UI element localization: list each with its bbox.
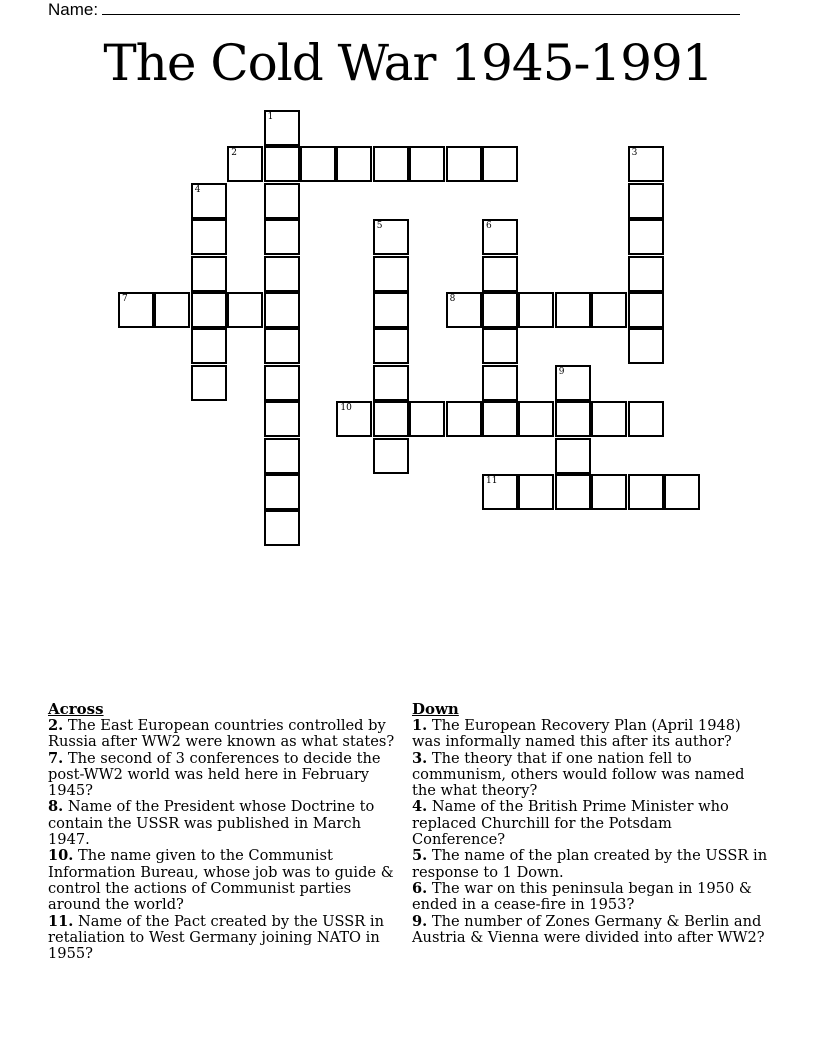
grid-cell[interactable] [264, 183, 300, 219]
grid-cell[interactable] [482, 256, 518, 292]
grid-cell[interactable] [555, 438, 591, 474]
grid-cell[interactable] [482, 219, 518, 255]
clue-across-7 [48, 751, 400, 800]
grid-cell[interactable] [628, 219, 664, 255]
grid-cell[interactable] [628, 328, 664, 364]
grid-cell[interactable] [482, 146, 518, 182]
across-clues [48, 700, 400, 962]
clue-number: 9. [412, 912, 428, 930]
down-clues [412, 700, 768, 946]
grid-cell[interactable] [518, 401, 554, 437]
clue-number: 6. [412, 879, 428, 897]
grid-cell[interactable] [482, 292, 518, 328]
grid-cell[interactable] [591, 292, 627, 328]
grid-cell[interactable] [264, 365, 300, 401]
cell-number: 1 [267, 112, 274, 122]
grid-cell[interactable] [336, 146, 372, 182]
cell-number: 6 [486, 221, 492, 232]
clue-down-1 [412, 718, 768, 751]
grid-cell[interactable] [264, 256, 300, 292]
grid-cell[interactable] [591, 401, 627, 437]
grid-cell[interactable] [264, 510, 300, 546]
clue-text: Name of the President whose Doctrine to contain the USSR was published in March 1947. [48, 798, 375, 849]
grid-cell[interactable] [264, 474, 300, 510]
clue-down-6 [412, 881, 768, 914]
grid-cell[interactable] [227, 146, 263, 182]
grid-cell[interactable] [446, 292, 482, 328]
grid-cell[interactable] [664, 474, 700, 510]
cell-number: 4 [194, 184, 201, 195]
grid-cell[interactable] [628, 474, 664, 510]
grid-cell[interactable] [373, 146, 409, 182]
clue-number: 11. [48, 912, 74, 930]
grid-cell[interactable] [191, 292, 227, 328]
cell-number: 5 [376, 221, 383, 232]
grid-cell[interactable] [264, 110, 300, 146]
clue-text: The East European countries controlled by Russia after WW2 were known as what states? [48, 717, 395, 751]
grid-cell[interactable] [628, 292, 664, 328]
grid-cell[interactable] [482, 401, 518, 437]
clue-text: The number of Zones Germany & Berlin and Austria & Vienna were divided into after WW2? [412, 912, 765, 946]
across-heading: Across [48, 700, 104, 718]
grid-cell[interactable] [446, 401, 482, 437]
grid-cell[interactable] [191, 256, 227, 292]
grid-cell[interactable] [628, 256, 664, 292]
grid-cell[interactable] [227, 292, 263, 328]
grid-cell[interactable] [191, 219, 227, 255]
grid-cell[interactable] [482, 474, 518, 510]
grid-cell[interactable] [373, 401, 409, 437]
grid-cell[interactable] [409, 401, 445, 437]
grid-cell[interactable] [264, 292, 300, 328]
clue-number: 3. [412, 749, 428, 767]
clue-text: The name given to the Communist Information Bureau, whose job was to guide & control the actions of Communist parties around the world? [48, 847, 394, 914]
grid-cell[interactable] [264, 328, 300, 364]
cell-number: 2 [231, 148, 237, 159]
name-label: Name: [48, 0, 99, 19]
grid-cell[interactable] [264, 219, 300, 255]
clue-across-10 [48, 848, 400, 913]
clue-number: 7. [48, 749, 64, 767]
grid-cell[interactable] [300, 146, 336, 182]
clue-down-9 [412, 914, 768, 947]
clue-text: The theory that if one nation fell to communism, others would follow was named the what theory? [412, 749, 745, 800]
grid-cell[interactable] [373, 365, 409, 401]
grid-cell[interactable] [264, 438, 300, 474]
clue-down-4 [412, 799, 768, 848]
grid-cell[interactable] [191, 328, 227, 364]
clue-number: 10. [48, 847, 74, 865]
clue-text: The name of the plan created by the USSR in response to 1 Down. [412, 847, 768, 881]
grid-cell[interactable] [191, 183, 227, 219]
cell-number: 11 [486, 476, 498, 486]
clue-down-3 [412, 751, 768, 800]
clue-across-2 [48, 718, 400, 751]
grid-cell[interactable] [555, 365, 591, 401]
grid-cell[interactable] [154, 292, 190, 328]
down-heading: Down [412, 700, 459, 718]
grid-cell[interactable] [373, 219, 409, 255]
grid-cell[interactable] [409, 146, 445, 182]
grid-cell[interactable] [555, 401, 591, 437]
cell-number: 3 [631, 148, 638, 159]
grid-cell[interactable] [373, 328, 409, 364]
grid-cell[interactable] [628, 401, 664, 437]
grid-cell[interactable] [373, 438, 409, 474]
grid-cell[interactable] [373, 292, 409, 328]
clue-number: 8. [48, 798, 64, 816]
clue-number: 4. [412, 798, 428, 816]
clue-across-8 [48, 799, 400, 848]
clue-number: 2. [48, 717, 64, 734]
clue-number: 1. [412, 717, 428, 734]
page-title: The Cold War 1945-1991 [103, 34, 713, 92]
grid-cell[interactable] [555, 292, 591, 328]
clue-text: Name of the British Prime Minister who replaced Churchill for the Potsdam Conference? [412, 798, 729, 849]
clue-down-5 [412, 848, 768, 881]
clue-across-11 [48, 914, 400, 963]
grid-cell[interactable] [482, 365, 518, 401]
grid-cell[interactable] [628, 183, 664, 219]
grid-cell[interactable] [446, 146, 482, 182]
clue-text: The second of 3 conferences to decide the post-WW2 world was held here in February 1945? [48, 749, 381, 800]
clue-text: Name of the Pact created by the USSR in retaliation to West Germany joining NATO in 1955? [48, 912, 384, 963]
cell-number: 8 [449, 294, 456, 304]
cell-number: 9 [558, 366, 565, 377]
grid-cell[interactable] [591, 474, 627, 510]
grid-cell[interactable] [555, 474, 591, 510]
grid-cell[interactable] [336, 401, 372, 437]
cell-number: 7 [122, 294, 128, 304]
clue-text: The European Recovery Plan (April 1948) was informally named this after its author? [412, 717, 741, 751]
cell-number: 10 [340, 403, 352, 414]
grid-cell[interactable] [518, 474, 554, 510]
clue-text: The war on this peninsula began in 1950 & ended in a cease-fire in 1953? [412, 879, 752, 914]
grid-cell[interactable] [628, 146, 664, 182]
grid-cell[interactable] [264, 146, 300, 182]
grid-cell[interactable] [264, 401, 300, 437]
clue-number: 5. [412, 847, 428, 865]
grid-cell[interactable] [118, 292, 154, 328]
grid-cell[interactable] [482, 328, 518, 364]
grid-cell[interactable] [373, 256, 409, 292]
grid-cell[interactable] [518, 292, 554, 328]
grid-cell[interactable] [191, 365, 227, 401]
